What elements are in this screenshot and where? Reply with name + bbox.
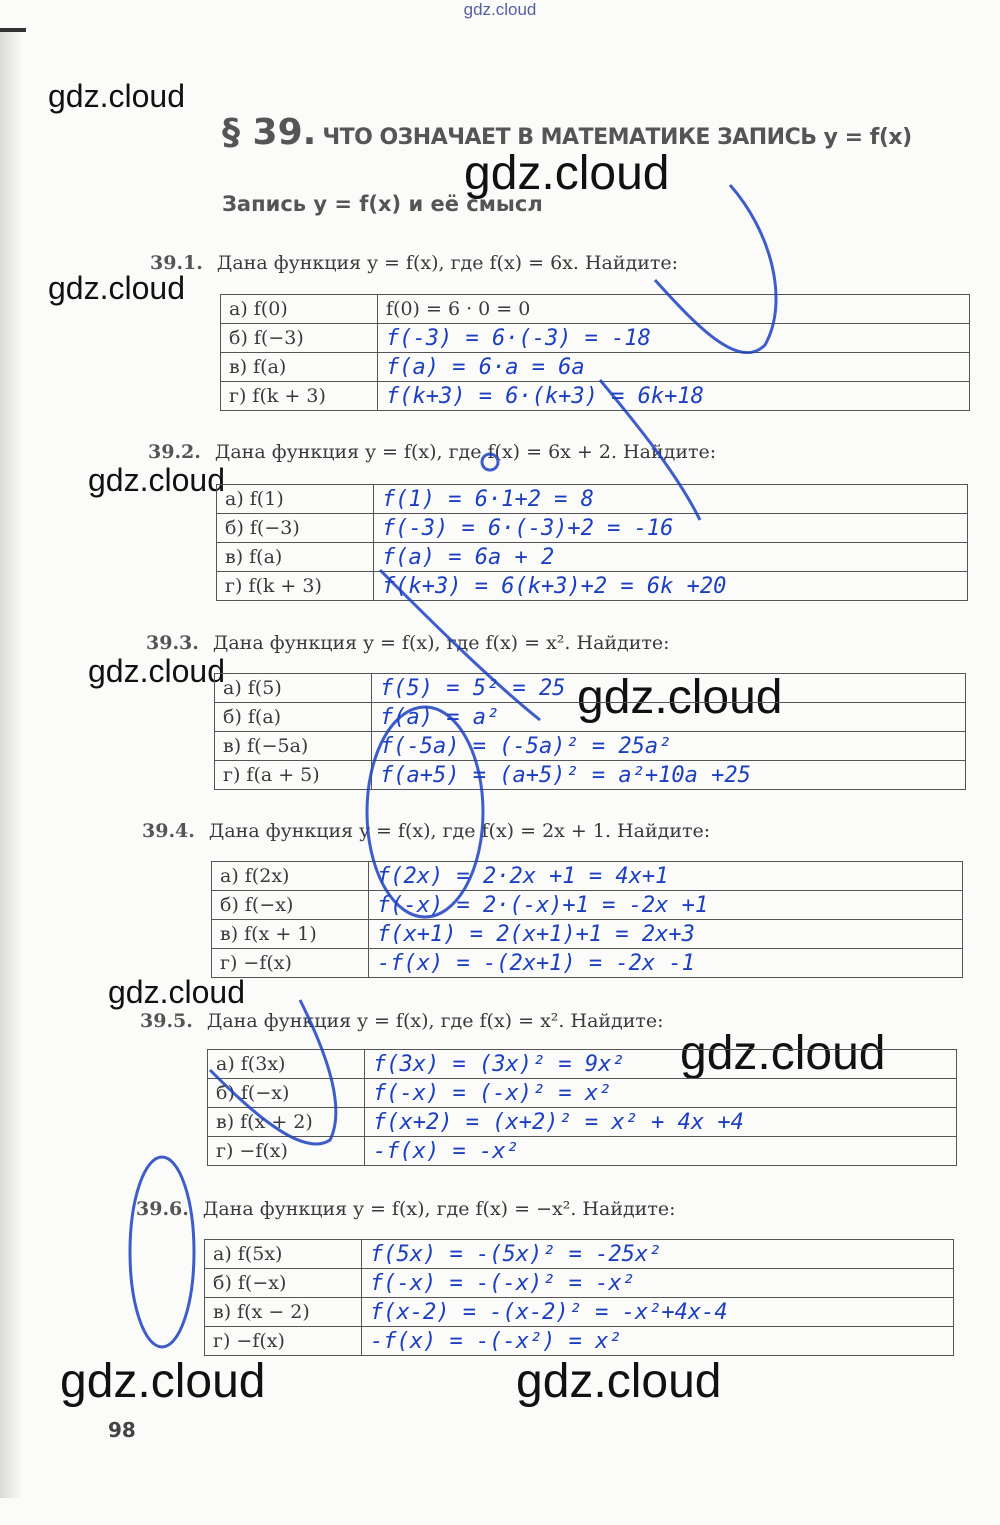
task-text: Дана функция y = f(x), где f(x) = 6x + 2. Найдите: — [214, 441, 717, 463]
table-row — [212, 920, 963, 949]
answer-cell: f(-x) = -(-x)² = -x² — [362, 1269, 954, 1298]
table-row — [212, 949, 963, 978]
table-row — [205, 1327, 954, 1356]
answer-table — [214, 673, 966, 790]
watermark: gdz.cloud — [108, 974, 245, 1010]
answer-cell: f(3x) = (3x)² = 9x² — [365, 1050, 957, 1079]
question-cell: б) f(−3) — [217, 514, 374, 543]
watermark: gdz.cloud — [88, 653, 225, 689]
question-cell: б) f(−x) — [212, 891, 369, 920]
table-row — [208, 1079, 957, 1108]
table-row — [215, 674, 966, 703]
watermark: gdz.cloud — [48, 78, 185, 114]
answer-cell: f(5) = 5² = 25 — [372, 674, 966, 703]
table-row — [221, 324, 970, 353]
table-row — [217, 514, 968, 543]
table-row — [208, 1050, 957, 1079]
task-number: 39.5. — [140, 1010, 193, 1032]
subsection-title: Запись y = f(x) и её смысл — [222, 192, 543, 216]
watermark: gdz.cloud — [48, 270, 185, 306]
answer-cell: f(-5a) = (-5a)² = 25a² — [372, 732, 966, 761]
answer-table — [204, 1239, 954, 1356]
watermark: gdz.cloud — [577, 671, 783, 724]
answer-cell: f(1) = 6·1+2 = 8 — [374, 485, 968, 514]
question-cell: в) f(x + 2) — [208, 1108, 365, 1137]
task-prompt — [150, 252, 678, 274]
task-number: 39.1. — [150, 252, 203, 274]
question-cell: а) f(2x) — [212, 862, 369, 891]
task-number: 39.2. — [148, 441, 201, 463]
question-cell: г) f(k + 3) — [221, 382, 378, 411]
watermark: gdz.cloud — [680, 1027, 886, 1080]
task-prompt — [140, 1010, 664, 1032]
question-cell: г) −f(x) — [205, 1327, 362, 1356]
answer-cell: f(k+3) = 6(k+3)+2 = 6k +20 — [374, 572, 968, 601]
task-text: Дана функция y = f(x), где f(x) = x². Найдите: — [212, 632, 670, 654]
question-cell: в) f(a) — [217, 543, 374, 572]
watermark: gdz.cloud — [88, 462, 225, 498]
answer-cell: f(5x) = -(5x)² = -25x² — [362, 1240, 954, 1269]
table-row — [217, 543, 968, 572]
task-prompt — [136, 1198, 676, 1220]
table-row — [215, 761, 966, 790]
table-row — [205, 1240, 954, 1269]
question-cell: а) f(3x) — [208, 1050, 365, 1079]
question-cell: г) −f(x) — [212, 949, 369, 978]
answer-table — [216, 484, 968, 601]
table-row — [212, 891, 963, 920]
answer-table — [211, 861, 963, 978]
answer-cell: f(2x) = 2·2x +1 = 4x+1 — [369, 862, 963, 891]
watermark: gdz.cloud — [464, 147, 670, 200]
answer-cell: f(-x) = (-x)² = x² — [365, 1079, 957, 1108]
table-row — [208, 1137, 957, 1166]
table-row — [208, 1108, 957, 1137]
table-row — [221, 382, 970, 411]
question-cell: в) f(x − 2) — [205, 1298, 362, 1327]
table-row — [205, 1298, 954, 1327]
table-row — [212, 862, 963, 891]
task-text: Дана функция y = f(x), где f(x) = −x². Найдите: — [202, 1198, 676, 1220]
question-cell: а) f(5x) — [205, 1240, 362, 1269]
question-cell: б) f(−3) — [221, 324, 378, 353]
answer-cell: f(x+2) = (x+2)² = x² + 4x +4 — [365, 1108, 957, 1137]
question-cell: а) f(0) — [221, 295, 378, 324]
answer-cell: f(a) = 6·a = 6a — [378, 353, 970, 382]
task-prompt — [146, 632, 670, 654]
question-cell: г) f(a + 5) — [215, 761, 372, 790]
answer-cell: f(k+3) = 6·(k+3) = 6k+18 — [378, 382, 970, 411]
question-cell: г) −f(x) — [208, 1137, 365, 1166]
question-cell: г) f(k + 3) — [217, 572, 374, 601]
pen-stroke — [130, 1157, 194, 1347]
watermark: gdz.cloud — [516, 1355, 722, 1408]
question-cell: а) f(5) — [215, 674, 372, 703]
question-cell: а) f(1) — [217, 485, 374, 514]
answer-cell: f(0) = 6 · 0 = 0 — [378, 295, 970, 324]
table-row — [217, 572, 968, 601]
answer-cell: f(a+5) = (a+5)² = a²+10a +25 — [372, 761, 966, 790]
task-number: 39.6. — [136, 1198, 189, 1220]
task-text: Дана функция y = f(x), где f(x) = 2x + 1. Найдите: — [208, 820, 711, 842]
page-edge-shadow — [0, 28, 22, 1498]
section-heading: ЧТО ОЗНАЧАЕТ В МАТЕМАТИКЕ ЗАПИСЬ y = f(x) — [322, 125, 912, 150]
answer-cell: f(x+1) = 2(x+1)+1 = 2x+3 — [369, 920, 963, 949]
task-number: 39.4. — [142, 820, 195, 842]
question-cell: б) f(−x) — [205, 1269, 362, 1298]
question-cell: б) f(a) — [215, 703, 372, 732]
answer-cell: f(x-2) = -(x-2)² = -x²+4x-4 — [362, 1298, 954, 1327]
table-row — [215, 732, 966, 761]
task-text: Дана функция y = f(x), где f(x) = x². Найдите: — [206, 1010, 664, 1032]
answer-cell: f(a) = 6a + 2 — [374, 543, 968, 572]
section-title — [222, 112, 912, 153]
task-prompt — [142, 820, 710, 842]
answer-cell: -f(x) = -x² — [365, 1137, 957, 1166]
task-prompt — [148, 441, 716, 463]
page-number: 98 — [108, 1418, 136, 1442]
answer-table — [207, 1049, 957, 1166]
table-row — [205, 1269, 954, 1298]
watermark: gdz.cloud — [60, 1355, 266, 1408]
section-number: § 39. — [222, 112, 317, 153]
question-cell: в) f(x + 1) — [212, 920, 369, 949]
answer-cell: f(a) = a² — [372, 703, 966, 732]
answer-cell: f(-3) = 6·(-3)+2 = -16 — [374, 514, 968, 543]
site-watermark-top: gdz.cloud — [463, 0, 537, 19]
table-row — [217, 485, 968, 514]
answer-cell: f(-3) = 6·(-3) = -18 — [378, 324, 970, 353]
answer-cell: -f(x) = -(-x²) = x² — [362, 1327, 954, 1356]
page-corner-mark — [0, 28, 26, 32]
answer-cell: -f(x) = -(2x+1) = -2x -1 — [369, 949, 963, 978]
task-number: 39.3. — [146, 632, 199, 654]
question-cell: б) f(−x) — [208, 1079, 365, 1108]
question-cell: в) f(−5a) — [215, 732, 372, 761]
answer-cell: f(-x) = 2·(-x)+1 = -2x +1 — [369, 891, 963, 920]
task-text: Дана функция y = f(x), где f(x) = 6x. Найдите: — [216, 252, 679, 274]
question-cell: в) f(a) — [221, 353, 378, 382]
table-row — [215, 703, 966, 732]
answer-table — [220, 294, 970, 411]
table-row — [221, 353, 970, 382]
table-row — [221, 295, 970, 324]
